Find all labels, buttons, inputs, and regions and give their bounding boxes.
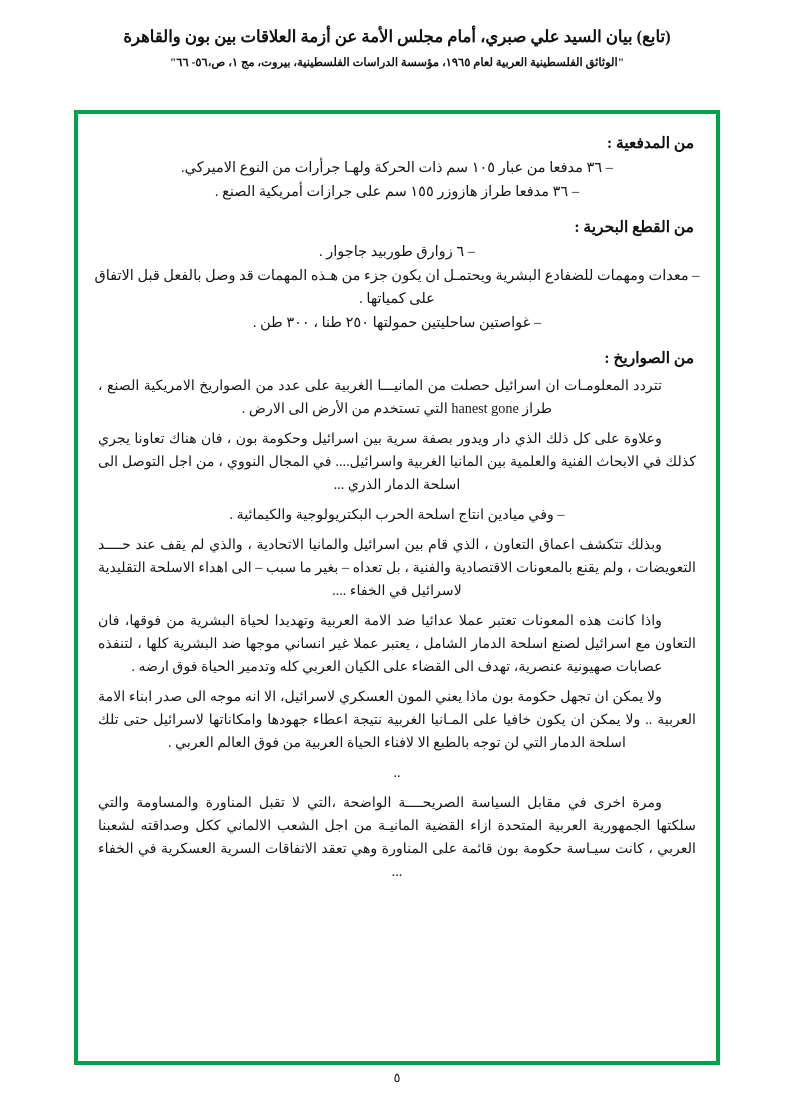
paragraph-ellipsis: .. xyxy=(393,764,401,781)
list-item: – ٣٦ مدفعا من عبار ١٠٥ سم ذات الحركة ولهـا جرأرات من النوع الاميركي. xyxy=(181,160,613,176)
paragraph: تتردد المعلومـات ان اسرائيل حصلت من المانيـــا الغربية على عدد من الصواريخ الامريكية الصنع ، طراز hanest gone التي تستخدم من الأرض الى الارض . xyxy=(98,377,662,417)
list-item: – ٣٦ مدفعا طراز هازوزر ١٥٥ سم على جرازات أمريكية الصنع . xyxy=(214,184,580,201)
content-frame xyxy=(74,110,720,1065)
paragraph: وبذلك تتكشف اعماق التعاون ، الذي قام بين اسرائيل والمانيا الاتحادية ، والذي لم يقف عند حــــد التعويضات ، ولم يقنع بالمعونات الاقتصادية والفنية ، بل تعداه – بغير ما سبب – الى اهداء الاسلحة التقليدية لاسرائيل في الخفاء .... xyxy=(98,536,696,599)
list-item: – ٦ زوارق طوربيد جاجوار . xyxy=(318,243,475,260)
page-number: ٥ xyxy=(393,1070,401,1085)
paragraph: – وفي ميادين انتاج اسلحة الحرب البكتريولوجية والكيمائية . xyxy=(229,506,565,523)
section-heading-artillery: من المدفعية : xyxy=(606,135,694,152)
paragraph: واذا كانت هذه المعونات تعتبر عملا عدائيا ضد الامة العربية وتهديدا لحياة البشرية من فوقها، فان التعاون مع اسرائيل لصنع اسلحة الدمار الشامل ، يعتبر عملا غير انساني موجها ضد البشرية كلها ، لتنفذه عصابات صهيونية عنصرية، تهدف الى القضاء على الكيان العربي كله وتدمير الحياة فوق ارضه . xyxy=(98,612,696,675)
list-item: – معدات ومهمات للضفادع البشرية ويحتمـل ان يكون جزء من هـذه المهمات قد وصل بالفعل قبل الاتفاق على كمياتها . xyxy=(94,268,700,307)
page-source-citation: "الوثائق الفلسطينية العربية لعام ١٩٦٥، مؤسسة الدراسات الفلسطينية، بيروت، مج ١، ص،٥٦- ٦٦" xyxy=(169,57,625,70)
document-body xyxy=(92,126,702,1051)
list-item: – غواصتين ساحليتين حمولتها ٢٥٠ طنا ، ٣٠٠ طن . xyxy=(252,315,542,332)
paragraph: ولا يمكن ان تجهل حكومة بون ماذا يعني المون العسكري لاسرائيل، الا انه موجه الى صدر ابناء الامة العربية .. ولا يمكن ان يكون خافيا على المـانيا الغربية نتيجة اعطاء جهودها وامكاناتها لاسرائيل حتى تلك اسلحة الدمار التي لن توجه بالطبع الا لافناء الحياة العربية من فوق العالم العربي . xyxy=(98,688,696,751)
page-header xyxy=(0,0,794,71)
section-heading-naval: من القطع البحرية : xyxy=(574,218,694,236)
paragraph: وعلاوة على كل ذلك الذي دار ويدور بصفة سرية بين اسرائيل وحكومة بون ، فان هناك تعاونا يجري كذلك في الابحاث الفنية والعلمية بين المانيا الغربية واسرائيل.... في المجال النووي ، من اجل التوصل الى اسلحة الدمار الذري ... xyxy=(98,430,696,493)
page-title: (تابع) بيان السيد علي صبري، أمام مجلس الأمة عن أزمة العلاقات بين بون والقاهرة xyxy=(123,27,671,46)
section-heading-missiles: من الصواريخ : xyxy=(604,349,694,367)
paragraph: ومرة اخرى في مقابل السياسة الصريحــــة الواضحة ،التي لا تقبل المناورة والمساومة والتي سلكتها الجمهورية العربية المتحدة ازاء القضية المانيـة من اجل الشعب الالماني ككل وصداقته لشعبنا العربي ، كانت سيـاسة حكومة بون قائمة على المناورة وهي تعقد الاتفاقات السرية العسكرية في الخفاء ... xyxy=(98,794,696,880)
